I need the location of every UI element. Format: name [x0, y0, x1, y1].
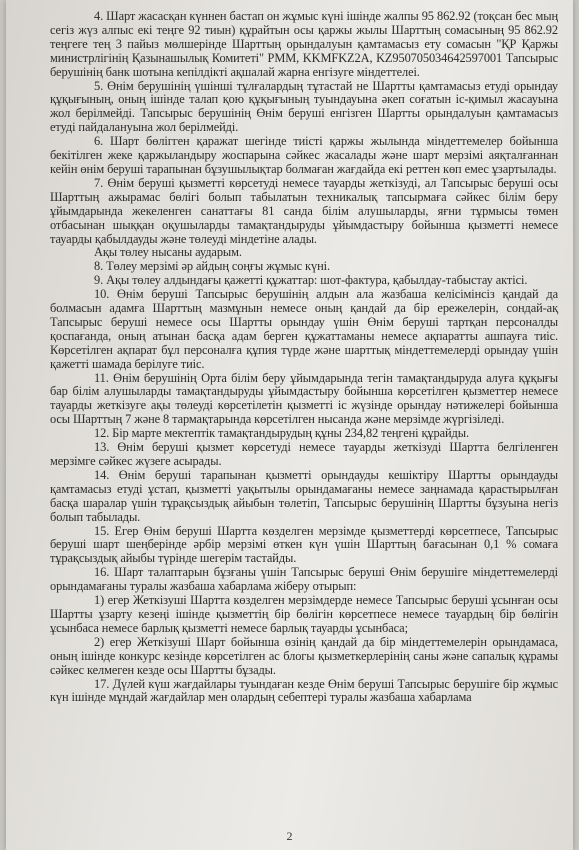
- paragraph-16-item-1: 1) егер Жеткізуші Шартта көзделген мерзімдерде немесе Тапсырыс беруші ұсынған осы Шартты ұзарту кезеңі ішінде қызметтің бір бөлігін көрсетпесе немесе тауардың бір бөлігін ұсынбаса немесе барлық қызметті немесе барлық тауарды ұсынбаса;: [50, 593, 558, 635]
- paragraph-6: 6. Шарт бөлігген қаражат шегінде тиісті қаржы жылында міндеттемелер бойынша бекітілген жеке қаржыландыру жоспарына сәйкес жасалады және шарт мерзімі аяқталғаннан кейін өнім беруші тарапынан бұзушылықтар болмаған жағдайда екі реттен көп емес ұзартылады.: [50, 134, 558, 176]
- paragraph-9: 9. Ақы төлеу алдындағы қажетті құжаттар: шот-фактура, қабылдау-табыстау актісі.: [94, 273, 528, 288]
- paragraph-7: 7. Өнім беруші қызметті көрсетуді немесе тауарды жеткізуді, ал Тапсырыс беруші осы Шарттың ажырамас бөлігі болып табылатын техникалық тапсырмаға сәйкес білім беру ұйымдарында жекеленген санаттағы 81 санда білім алушыларды, яғни тұрмысы төмен отбасынан шыққан оқушыларды тамақтандыруды ұйымдастыру бойынша қызметті немесе тауарды қабылдауды және төлеуді міндетіне алады.: [50, 175, 558, 246]
- paragraph-16: 16. Шарт талаптарын бұзғаны үшін Тапсырыс беруші Өнім берушіге міндеттемелерді орындамағаны туралы жазбаша хабарлама жіберу отырып:: [50, 565, 558, 594]
- paragraph-4: 4. Шарт жасасқан күннен бастап он жұмыс күні ішінде жалпы 95 862.92 (тоқсан бес мың сегіз жүз алпыс екі теңге 92 тиын) құрайтын осы қаржы жылы Шарттың сомасының 95 862.92 теңгеге тең 3 пайыз мөлшерінде Шарттың орындалуын қамтамасыз ету сомасын "ҚР Қаржы министрлігінің Қазынашылық Комитеті" РММ, KKMFKZ2A, KZ950705034642597001 Тапсырыс берушінің банк шотына кепілдікті ақшалай жарна енгізуге міндеттелеі.: [50, 9, 558, 79]
- paragraph-12: 12. Бір марте мектептік тамақтандырудың құны 234,82 теңгені құрайды.: [94, 426, 469, 441]
- paragraph-15: 15. Егер Өнім беруші Шартта көзделген мерзімде қызметтерді көрсетпесе, Тапсырыс беруші шарт шеңберінде әрбір мерзімі өткен күн үшін Шарттың бағасынан 0,1 % сомаға тұрақсыздық айыбы түрінде шегерім тастайды.: [50, 523, 558, 566]
- paragraph-16-item-2: 2) егер Жеткізуші Шарт бойынша өзінің қандай да бір міндеттемелерін орындамаса, оның ішінде конкурс кезінде көрсетілген ас блогы қызметкерлерінің саны және сапалық құрамы сәйкес келмеген кезде осы Шартты бұзады.: [50, 634, 558, 677]
- paragraph-14: 14. Өнім беруші тарапынан қызметті орындауды кешіктіру Шартты орындауды қамтамасыз етуді ұстап, қызметті уақытылы орындамағаны немесе заңнамада қарастырылған басқа шаралар үшін тұрақсыздық айыбын төлетіп, Тапсырыс берушінің Шартты бұзуына негіз болып табылады.: [50, 467, 558, 524]
- paragraph-10: 10. Өнім беруші Тапсырыс берушінің алдын ала жазбаша келісімінсіз қандай да болмасын адамға Шарттың мазмұнын немесе оның қандай да бір ережелерін, сондай-ақ Тапсырыс беруші немесе осы Шартты орындау үшін Өнім беруші тартқан персоналды қоспағанда, оның атынан басқа адам берген құжаттаманы немесе ақпаратты ашпауға тиіс. Көрсетілген ақпарат бұл персоналға құпия түрде және шарттық міндеттемелерді орындау үшін қажетті шамада берілуге тиіс.: [50, 287, 558, 371]
- paragraph-8: 8. Төлеу мерзімі әр айдың соңғы жұмыс күні.: [94, 259, 330, 274]
- paragraph-17: 17. Дүлей күш жағдайлары туындаған кезде Өнім беруші Тапсырыс берушіге бір жұмыс күн ішінде мұндай жағдайлар мен олардың себептері туралы жазбаша хабарлама: [50, 676, 558, 705]
- paragraph-13: 13. Өнім беруші қызмет көрсетуді немесе тауарды жеткізуді Шартта белгіленген мерзімге сәйкес жүзеге асырады.: [50, 440, 558, 468]
- payment-form-line: Ақы төлеу нысаны аударым.: [94, 245, 242, 260]
- paragraph-11: 11. Өнім берушінің Орта білім беру ұйымдарында тегін тамақтандыруда алуға құқығы бар білім алушыларды тамақтандыруды ұйымдастыру бойынша көрсетілген қызметтер немесе тауарды жеткізуге ақы төлеуді көрсетілетін қызметті іс жүзінде орындау нәтижелері бойынша осы Шарттың 7 және 8 тармақтарында көрсетілген нысанда және мерзімде жүргізіледі.: [50, 370, 558, 427]
- document-body: [50, 10, 558, 705]
- document-page: [6, 0, 573, 850]
- page-number: 2: [286, 829, 293, 843]
- paragraph-5: 5. Өнім берушінің үшінші тұлғалардың тұтастай не Шартты қамтамасыз етуді орындау құқығының, оның ішінде талап қою құқығының туындауына әкеп соғатын іс-қимыл жасауына жол берілмейді. Тапсырыс берушінің Өнім беруші енгізген Шартты орындалуын қамтамасыз етуді пайдалануына жол берілмейді.: [50, 78, 558, 135]
